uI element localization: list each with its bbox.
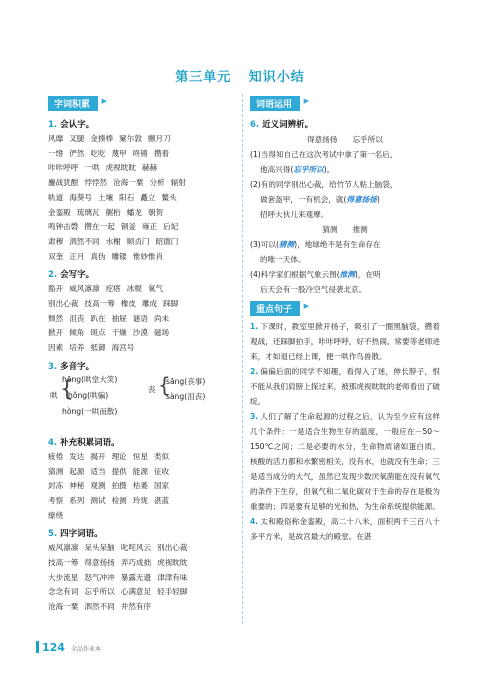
section-tag-usage: 词语运用 ▶	[250, 96, 300, 111]
word: 水榭	[105, 236, 121, 246]
word: 雍正	[141, 222, 158, 232]
hong-reading-3: hòng(一哄而散)	[62, 406, 118, 416]
word: 考察	[48, 495, 64, 505]
section-tag-vocab: 字词积累 ▶	[48, 96, 98, 111]
word: 忘乎所以	[84, 587, 115, 597]
word: 朝贺	[147, 207, 164, 217]
word: 攒在一起	[84, 222, 115, 232]
word-pair-1: 得意扬扬 忘乎所以	[307, 135, 383, 144]
word: 尚未	[153, 313, 170, 323]
word: 猜测	[48, 466, 64, 476]
word-row	[48, 600, 234, 615]
word: 神秘	[69, 481, 85, 491]
word: 沙漠	[132, 328, 148, 338]
word: 土壤	[97, 192, 114, 202]
word-row	[48, 571, 234, 586]
word: 测试	[90, 495, 106, 505]
word: 阳石	[119, 192, 135, 202]
word: 恒星	[132, 451, 148, 461]
column-divider	[242, 94, 243, 624]
word: 踩脚	[163, 299, 179, 309]
word: 系列	[69, 495, 85, 505]
word: 颓然	[48, 313, 64, 323]
word: 湛蓝	[153, 495, 170, 505]
brace-icon: {	[158, 372, 171, 397]
word: 念念有词	[48, 587, 79, 597]
word: 技高一筹	[48, 558, 79, 568]
word: 分析	[149, 178, 165, 188]
word: 铜釜	[120, 222, 136, 232]
word-row	[48, 341, 234, 356]
word-row	[48, 494, 234, 509]
word: 怒气冲冲	[84, 572, 115, 582]
word: 轻手轻脚	[157, 587, 188, 597]
word: 泗然不同	[84, 602, 115, 612]
word-row	[48, 220, 234, 235]
word: 鸣钟击磬	[48, 222, 79, 232]
word: 金銮殿	[48, 207, 71, 217]
right-column	[250, 92, 440, 544]
word: 顺贞门	[126, 236, 150, 246]
q5-heading: 5. 四字词语。	[48, 529, 103, 540]
word: 抵御	[90, 343, 106, 353]
word-row	[48, 176, 234, 191]
hong-reading-2: hǒng(哄骗)	[68, 390, 109, 400]
word: 蟠龙	[126, 207, 142, 217]
word: 谜语	[132, 313, 148, 323]
word: 雕成	[141, 299, 158, 309]
unit-name: 知识小结	[248, 70, 305, 85]
word-row	[48, 282, 234, 297]
word: 枯萎	[132, 481, 148, 491]
sentence-1: (1)当得知自己在这次考试中拿了第一名后， 他高兴得(忘乎所以)。	[250, 150, 398, 174]
key-sentences	[250, 319, 440, 544]
word-row	[48, 556, 234, 571]
word: 辐射	[170, 178, 186, 188]
word: 叉腿	[69, 134, 85, 143]
unit-label: 第三单元	[175, 70, 232, 85]
word-row	[48, 191, 234, 206]
word: 虎视眈眈	[105, 163, 136, 173]
word: 窠尔敦	[119, 134, 142, 143]
word: 能源	[132, 466, 148, 476]
word-row	[48, 585, 234, 600]
word: 检测	[111, 495, 127, 505]
word: 鳌头	[161, 192, 177, 202]
brace-icon: {	[60, 376, 74, 402]
q2-heading: 2. 会写字。	[48, 270, 95, 281]
word: 弄巧成拙	[120, 558, 152, 568]
word: 沮丧	[69, 313, 85, 323]
word: 心满意足	[120, 587, 152, 597]
word: 艉桁	[105, 207, 121, 217]
word: 发达	[69, 451, 85, 461]
word-row	[48, 326, 234, 341]
word: 风靡	[48, 134, 64, 143]
word: 趴在	[90, 313, 106, 323]
word-row	[48, 250, 234, 265]
word: 得意扬扬	[84, 558, 115, 568]
word-row	[48, 479, 234, 494]
q1-heading: 1. 会认字。	[48, 120, 95, 130]
word: 缭绕	[48, 510, 64, 520]
word: 一哄	[84, 163, 100, 173]
word: 一绺	[48, 148, 64, 158]
word: 别出心裁	[48, 299, 79, 309]
sang-reading-1: sāng(丧事)	[166, 376, 206, 386]
word: 别出心裁	[157, 543, 188, 553]
word: 颤月刀	[147, 134, 171, 143]
word: 提供	[111, 466, 127, 476]
sang-reading-2: sàng(沮丧)	[166, 391, 206, 401]
word: 冰棍	[126, 284, 142, 294]
word: 雕镂	[111, 251, 127, 261]
word: 正月	[69, 251, 85, 261]
hong-reading-1: hōng(哄堂大笑)	[62, 374, 118, 384]
q4-word-grid	[48, 450, 234, 524]
word: 海葵号	[69, 192, 92, 202]
word: 蔑甲	[111, 148, 127, 158]
word: 泗然不同	[69, 236, 100, 246]
word: 轨道	[48, 192, 64, 202]
word: 吃吃	[90, 148, 106, 158]
word: 后妃	[163, 222, 179, 232]
answer-1: 忘乎所以	[293, 165, 324, 174]
word-row	[48, 297, 234, 312]
word: 虎视眈眈	[157, 558, 188, 568]
q3-heading: 3. 多音字。	[48, 361, 95, 372]
page-number: 124	[42, 641, 65, 654]
word: 疙瘩	[105, 284, 121, 294]
sentence-3: (3)可以(猜测)，地球绝不是有生命存在 的唯一天体。	[250, 240, 381, 264]
sentence-2: (2)有的同学别出心裁，给竹节人粘上脑袋， 做套盔甲，一有机会，就(得意扬扬) 招呼大伙儿来观摩。	[250, 180, 398, 219]
word: 琉璃瓦	[76, 207, 100, 217]
word: 征收	[153, 466, 170, 476]
word: 呆头呆脑	[84, 543, 115, 553]
word: 真伪	[90, 251, 106, 261]
left-column	[48, 92, 234, 615]
word: 豁开	[48, 284, 64, 294]
word: 金揍棒	[90, 134, 114, 143]
word: 海宫号	[111, 343, 135, 353]
word-row	[48, 235, 234, 250]
word: 干燥	[111, 328, 127, 338]
word-row	[48, 541, 234, 556]
page-footer	[36, 641, 101, 654]
section-tag-sentences: 重点句子 ▶	[250, 301, 300, 316]
key-sentence: 2. 偏偏后面的同学不知趣，看得入了迷，伸长脖子，恨不能从我们肩膀上探过来，被那虎视眈眈的老师看出了破绽。	[250, 367, 440, 406]
word: 抽屉	[111, 313, 127, 323]
word: 橡皮	[120, 299, 136, 309]
footer-bar	[36, 641, 39, 653]
word-row	[48, 132, 234, 147]
sentence-4: (4)科学家们根据气象云图(推测)，在明 后天会有一股冷空气侵袭北京。	[250, 270, 381, 294]
word: 威风凛凛	[69, 284, 100, 294]
word: 赫赫	[141, 163, 158, 173]
word: 肃穆	[48, 236, 64, 246]
word: 玲珑	[132, 495, 148, 505]
word-row	[48, 161, 234, 176]
word: 沧海一粟	[113, 178, 144, 188]
hong-char: 哄	[50, 390, 58, 400]
word: 昭德门	[155, 236, 179, 246]
answer-2: 得意扬扬	[346, 195, 377, 204]
word: 叱咤风云	[120, 543, 152, 553]
word: 技高一筹	[84, 299, 115, 309]
word-pair-2: 猜测 推测	[322, 225, 368, 234]
word: 矗立	[140, 192, 156, 202]
word: 国家	[153, 481, 170, 491]
key-sentence: 4. 太和殿俗称金銮殿，高二十八米，面积两千三百八十多平方米，是故宫最大的殿堂。在湛	[250, 517, 440, 541]
key-sentence: 3. 人们了解了生命起源的过程之后，认为至少应有这样几个条件：一是适合生物生存的温度，一般应在－50～150℃之间；二是必要的水分，生命物质诸如蛋白质、核酸的活力都和水繁密相关，没有水，也就没有生命；三是适当成分的大气，虽然已发现少数厌氧菌能在没有氧气的条件下生存，但氧气和二氧化碳对于生命的存在是极为重要的；四是要有足够的光和热，为生命系统提供能源。	[250, 412, 440, 511]
word-row	[48, 147, 234, 162]
word: 攒着	[153, 148, 170, 158]
word: 氧气	[147, 284, 164, 294]
q5-word-grid	[48, 541, 234, 615]
q4-heading: 4. 补充积累词语。	[48, 437, 120, 448]
word: 观测	[90, 481, 106, 491]
word: 揭开	[90, 451, 106, 461]
answer-3: 猜测	[278, 240, 295, 249]
word: 鏖战犹酣	[48, 178, 79, 188]
word-row	[48, 450, 234, 465]
word: 培养	[69, 343, 85, 353]
word: 俨然	[69, 148, 85, 158]
word: 适当	[90, 466, 106, 476]
word: 威风凛凛	[48, 543, 79, 553]
word-row	[48, 465, 234, 480]
word: 理论	[111, 451, 127, 461]
word-row	[48, 312, 234, 327]
word: 封冻	[48, 481, 64, 491]
word: 倾角	[69, 328, 85, 338]
word: 咔咔呼呼	[48, 163, 79, 173]
polyphone-block	[48, 374, 234, 432]
word: 大步流星	[48, 572, 79, 582]
word: 沧海一粟	[48, 602, 79, 612]
page-title	[0, 66, 480, 85]
answer-4: 推测	[339, 270, 355, 279]
book-name: 全品作业本	[70, 646, 101, 653]
word: 暴露无遗	[120, 572, 152, 582]
word: 因素	[48, 343, 64, 353]
sang-char: 丧	[148, 384, 156, 394]
word: 津津有味	[157, 572, 188, 582]
word-row	[48, 206, 234, 221]
key-sentence: 1. 下课时，教室里掀开扬子，吸引了一圈黑脑袋，攒着观战，还踩脚拍手，咔咔呼呼，好不热闹。常要等老师进来，才如退已经上课，便一哄作鸟兽散。	[250, 322, 440, 361]
word: 拍摄	[111, 481, 127, 491]
word: 悖悖然	[84, 178, 108, 188]
word: 疲倦	[48, 451, 64, 461]
q6-heading: 6. 近义词辨析。	[250, 120, 314, 130]
word: 咚锵	[132, 148, 148, 158]
word-row	[48, 509, 234, 524]
word: 起源	[69, 466, 85, 476]
q2-word-grid	[48, 282, 234, 356]
word: 惟妙惟肖	[132, 251, 164, 261]
q1-word-grid	[48, 132, 234, 264]
word: 类似	[153, 451, 170, 461]
word: 双奎	[48, 251, 64, 261]
word: 井然有序	[120, 602, 152, 612]
word: 掀开	[48, 328, 64, 338]
word: 斑点	[90, 328, 106, 338]
word: 磁场	[153, 328, 170, 338]
